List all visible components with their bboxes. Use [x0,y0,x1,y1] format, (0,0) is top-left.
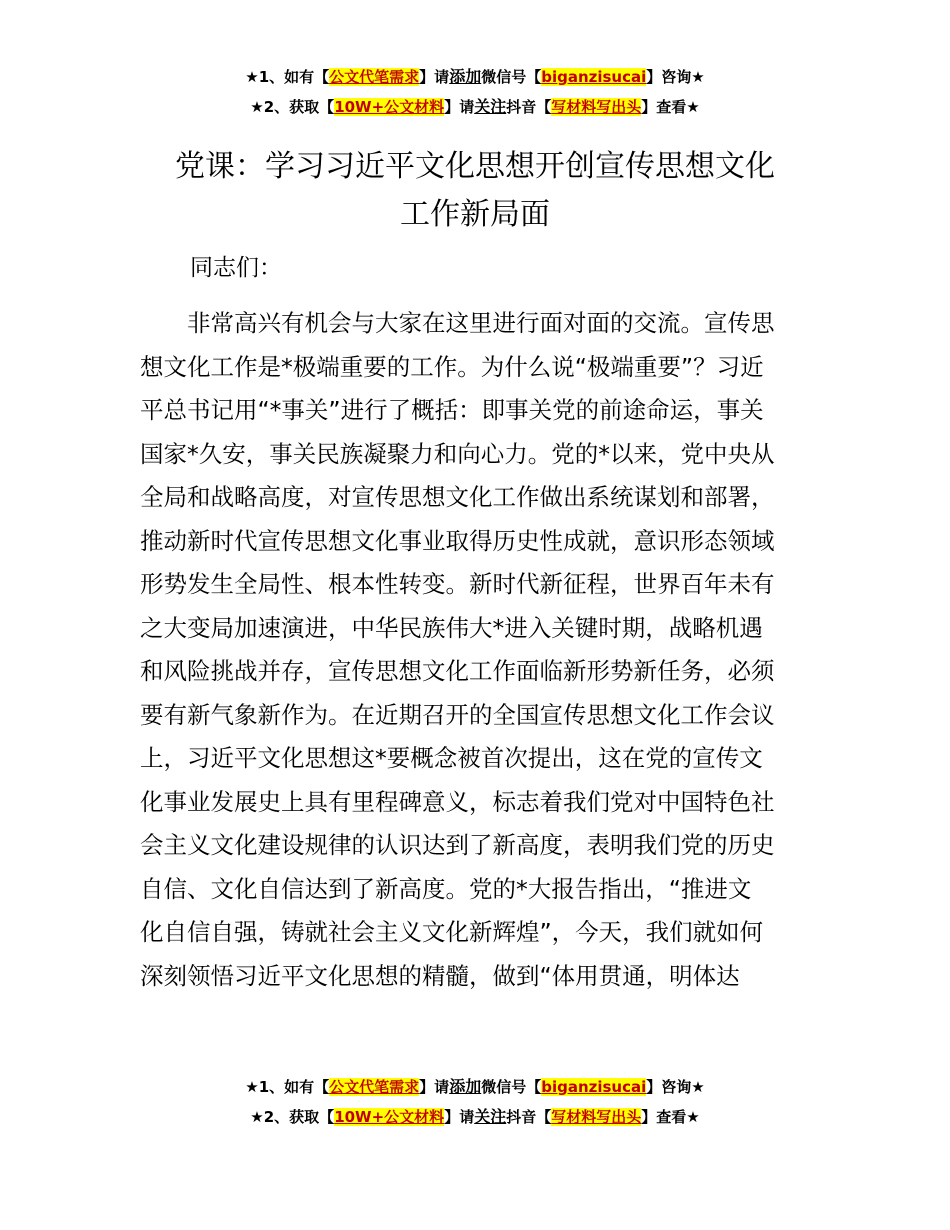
promo-ghostwriting-highlight: 公文代笔需求 [329,68,420,86]
promo-douyin-id-highlight: 写材料写出头 [551,1108,642,1126]
promo-line-1-mid2: 微信号【 [481,1078,542,1096]
promo-line-2-prefix: ★2、获取【 [250,98,335,116]
promo-line-1-end: 】咨询★ [646,68,705,86]
promo-materials-highlight: 10W+公文材料 [334,98,445,116]
salutation: 同志们： [190,255,282,281]
title-line-2: 工作新局面 [400,197,550,232]
body-line: 推动新时代宣传思想文化事业取得历史性成就，意识形态领域 [140,526,775,555]
body-line: 深刻领悟习近平文化思想的精髓，做到“体用贯通，明体达 [140,961,740,990]
promo-line-2-mid: 】请 [444,98,475,116]
body-paragraph [140,302,812,998]
footer-promo-banner [0,1072,950,1132]
promo-add-emphasis: 添加 [449,1077,482,1096]
promo-douyin-id-highlight: 写材料写出头 [551,98,642,116]
body-line: 形势发生全局性、根本性转变。新时代新征程，世界百年未有 [140,570,775,598]
body-line: 想文化工作是*极端重要的工作。为什么说“极端重要”？习近 [140,352,764,381]
promo-follow-emphasis: 关注 [474,97,507,116]
promo-materials-highlight: 10W+公文材料 [334,1108,445,1126]
promo-line-2 [0,92,950,122]
body-line: 自信、文化自信达到了新高度。党的*大报告指出，“推进文 [140,874,752,903]
body-line: 上，习近平文化思想这*要概念被首次提出，这在党的宣传文 [140,744,763,772]
promo-line-1-mid: 】请 [419,1078,450,1096]
promo-line-2-mid: 】请 [444,1108,475,1126]
promo-line-2-end: 】查看★ [641,98,700,116]
promo-wechat-id-highlight: biganzisucai [541,68,647,86]
body-line: 会主义文化建设规律的认识达到了新高度，表明我们党的历史 [140,831,775,859]
body-line: 和风险挑战并存，宣传思想文化工作面临新形势新任务，必须 [140,657,775,685]
body-line: 要有新气象新作为。在近期召开的全国宣传思想文化工作会议 [140,700,775,729]
promo-line-1-prefix: ★1、如有【 [245,68,330,86]
body-line: 化事业发展史上具有里程碑意义，标志着我们党对中国特色社 [140,787,775,816]
promo-line-1-mid: 】请 [419,68,450,86]
body-line: 之大变局加速演进，中华民族伟大*进入关键时期，战略机遇 [140,613,763,642]
promo-add-emphasis: 添加 [449,67,482,86]
promo-line-1 [0,62,950,92]
title-line-1: 党课：学习习近平文化思想开创宣传思想文化 [175,149,775,184]
promo-line-1-prefix: ★1、如有【 [245,1078,330,1096]
body-line: 非常高兴有机会与大家在这里进行面对面的交流。宣传思 [140,309,775,337]
promo-ghostwriting-highlight: 公文代笔需求 [329,1078,420,1096]
promo-line-2 [0,1102,950,1132]
promo-line-2-mid2: 抖音【 [506,1108,552,1126]
promo-line-1-mid2: 微信号【 [481,68,542,86]
promo-wechat-id-highlight: biganzisucai [541,1078,647,1096]
body-line: 全局和战略高度，对宣传思想文化工作做出系统谋划和部署， [140,483,775,511]
body-line: 国家*久安，事关民族凝聚力和向心力。党的*以来，党中央从 [140,439,775,468]
promo-line-2-mid2: 抖音【 [506,98,552,116]
document-title [130,143,820,239]
promo-line-1 [0,1072,950,1102]
promo-line-2-prefix: ★2、获取【 [250,1108,335,1126]
promo-follow-emphasis: 关注 [474,1107,507,1126]
body-line: 平总书记用“*事关”进行了概括：即事关党的前途命运，事关 [140,396,764,424]
body-line: 化自信自强，铸就社会主义文化新辉煌”，今天，我们就如何 [140,918,764,946]
header-promo-banner [0,62,950,122]
promo-line-1-end: 】咨询★ [646,1078,705,1096]
promo-line-2-end: 】查看★ [641,1108,700,1126]
